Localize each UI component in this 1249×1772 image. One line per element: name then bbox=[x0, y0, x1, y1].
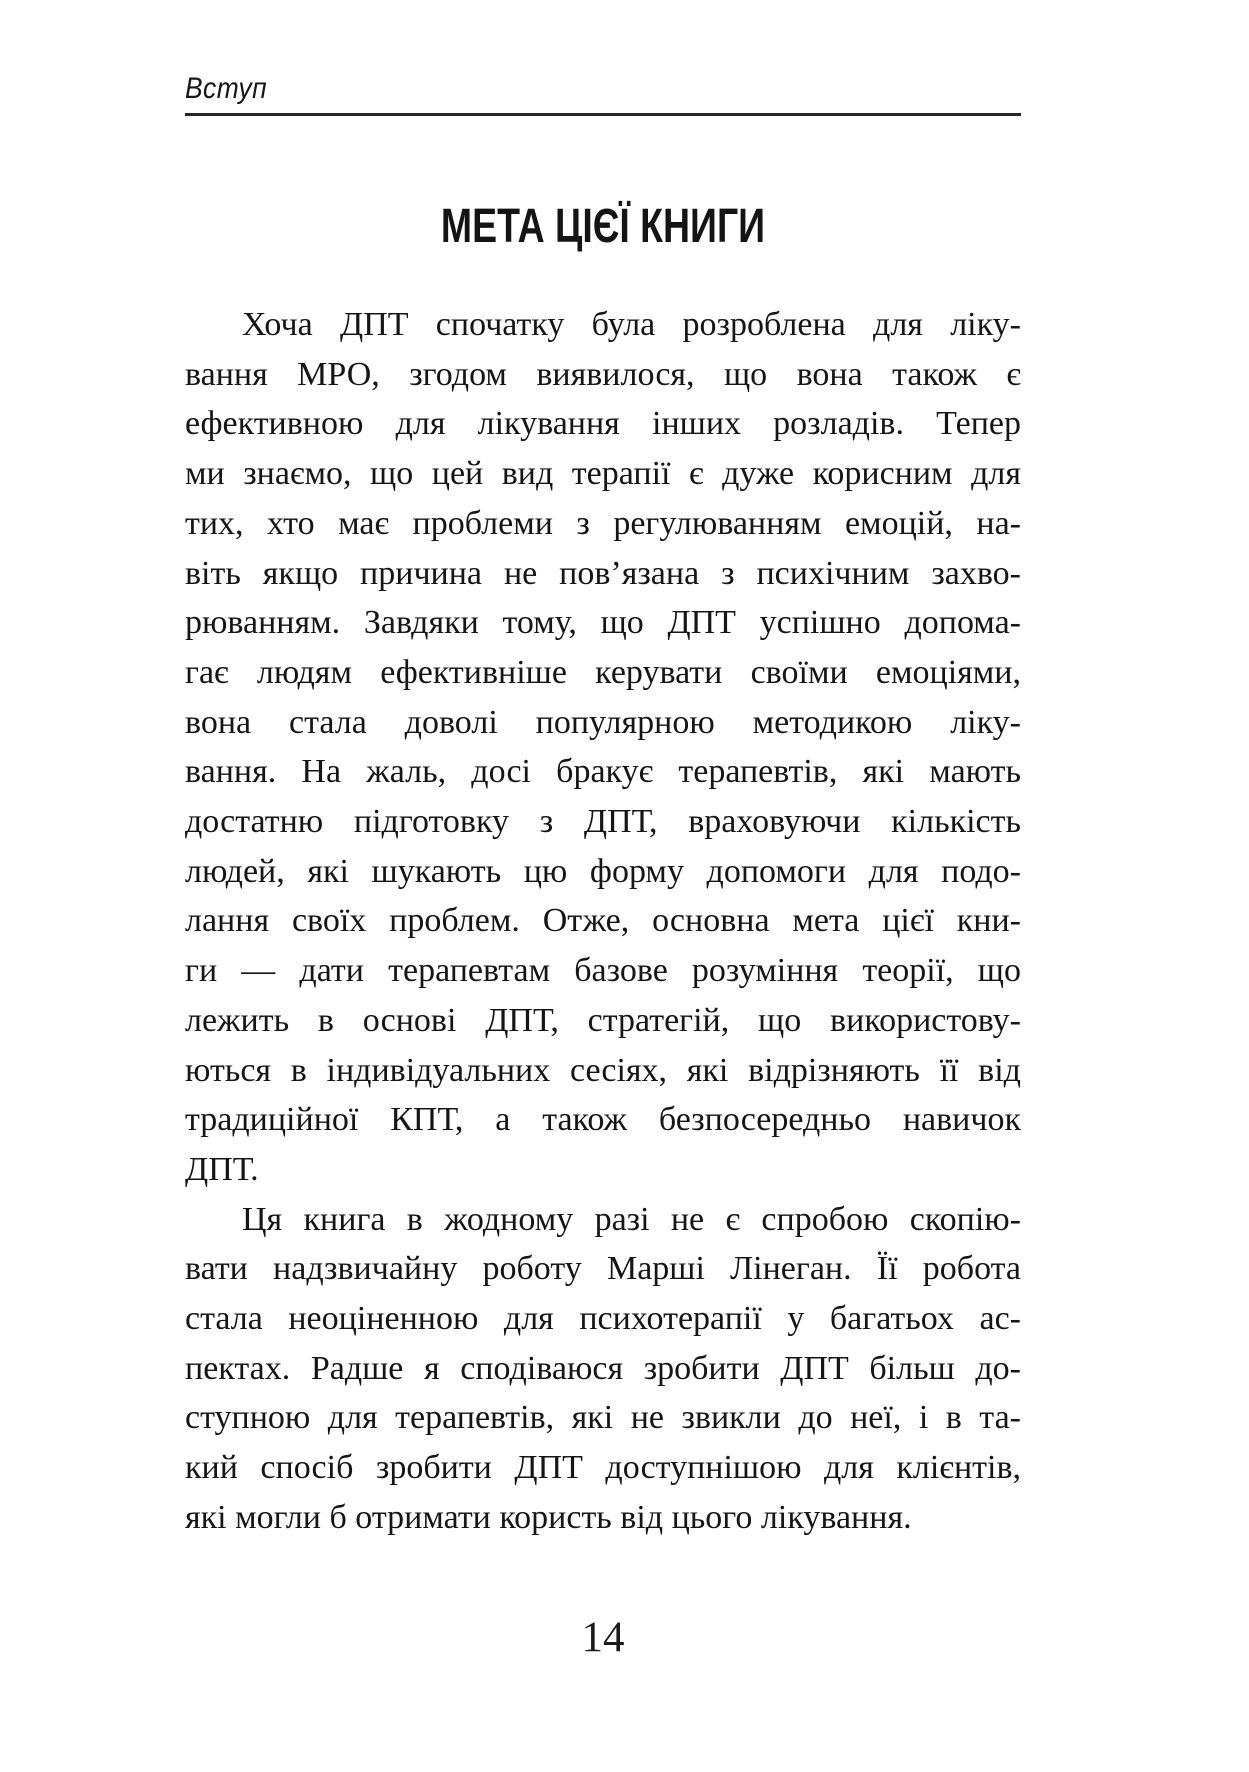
text-line: ються в індивідуальних сесіях, які відрізняють її від bbox=[185, 1051, 1021, 1089]
text-line: лежить в основі ДПТ, стратегій, що використову- bbox=[185, 1001, 1021, 1039]
text-line: рюванням. Завдяки тому, що ДПТ успішно допома- bbox=[185, 604, 1021, 642]
text-line: кий спосіб зробити ДПТ доступнішою для клієнтів, bbox=[185, 1449, 1021, 1487]
text-line: ефективною для лікування інших розладів. Тепер bbox=[185, 405, 1021, 443]
section-title: МЕТА ЦІЄЇ КНИГИ bbox=[440, 200, 766, 253]
text-line: тих, хто має проблеми з регулюванням емоцій, на- bbox=[185, 504, 1021, 542]
body-text bbox=[185, 300, 1021, 1543]
text-line: вати надзвичайну роботу Марші Лінеган. Її робота bbox=[185, 1250, 1021, 1288]
text-line: стала неоціненною для психотерапії у багатьох ас- bbox=[185, 1300, 1021, 1338]
text-line: лання своїх проблем. Отже, основна мета цієї кни- bbox=[185, 902, 1021, 940]
text-line: пектах. Радше я сподіваюся зробити ДПТ більш до- bbox=[185, 1349, 1021, 1387]
text-line: вання МРО, згодом виявилося, що вона також є bbox=[185, 355, 1021, 393]
text-line: які могли б отримати користь від цього лікування. bbox=[185, 1498, 912, 1536]
text-line: ми знаємо, що цей вид терапії є дуже корисним для bbox=[185, 455, 1021, 493]
page-number: 14 bbox=[581, 1614, 625, 1661]
header-rule bbox=[185, 113, 1021, 116]
text-line: Хоча ДПТ спочатку була розроблена для ліку- bbox=[242, 306, 1021, 343]
text-line: віть якщо причина не пов’язана з психічним захво- bbox=[185, 554, 1021, 592]
running-header: Вступ bbox=[185, 72, 268, 105]
text-line: вання. На жаль, досі бракує терапевтів, які мають bbox=[185, 753, 1021, 791]
text-line: ги — дати терапевтам базове розуміння теорії, що bbox=[185, 952, 1021, 990]
text-line: достатню підготовку з ДПТ, враховуючи кількість bbox=[185, 803, 1021, 841]
text-line: ДПТ. bbox=[185, 1150, 259, 1188]
text-line: ступною для терапевтів, які не звикли до неї, і в та- bbox=[185, 1399, 1021, 1437]
text-line: традиційної КПТ, а також безпосередньо навичок bbox=[185, 1101, 1021, 1139]
text-line: людей, які шукають цю форму допомоги для подо- bbox=[185, 852, 1021, 890]
text-line: вона стала доволі популярною методикою ліку- bbox=[185, 703, 1021, 741]
text-line: гає людям ефективніше керувати своїми емоціями, bbox=[185, 653, 1021, 691]
text-line: Ця книга в жодному разі не є спробою скопію- bbox=[242, 1200, 1021, 1238]
